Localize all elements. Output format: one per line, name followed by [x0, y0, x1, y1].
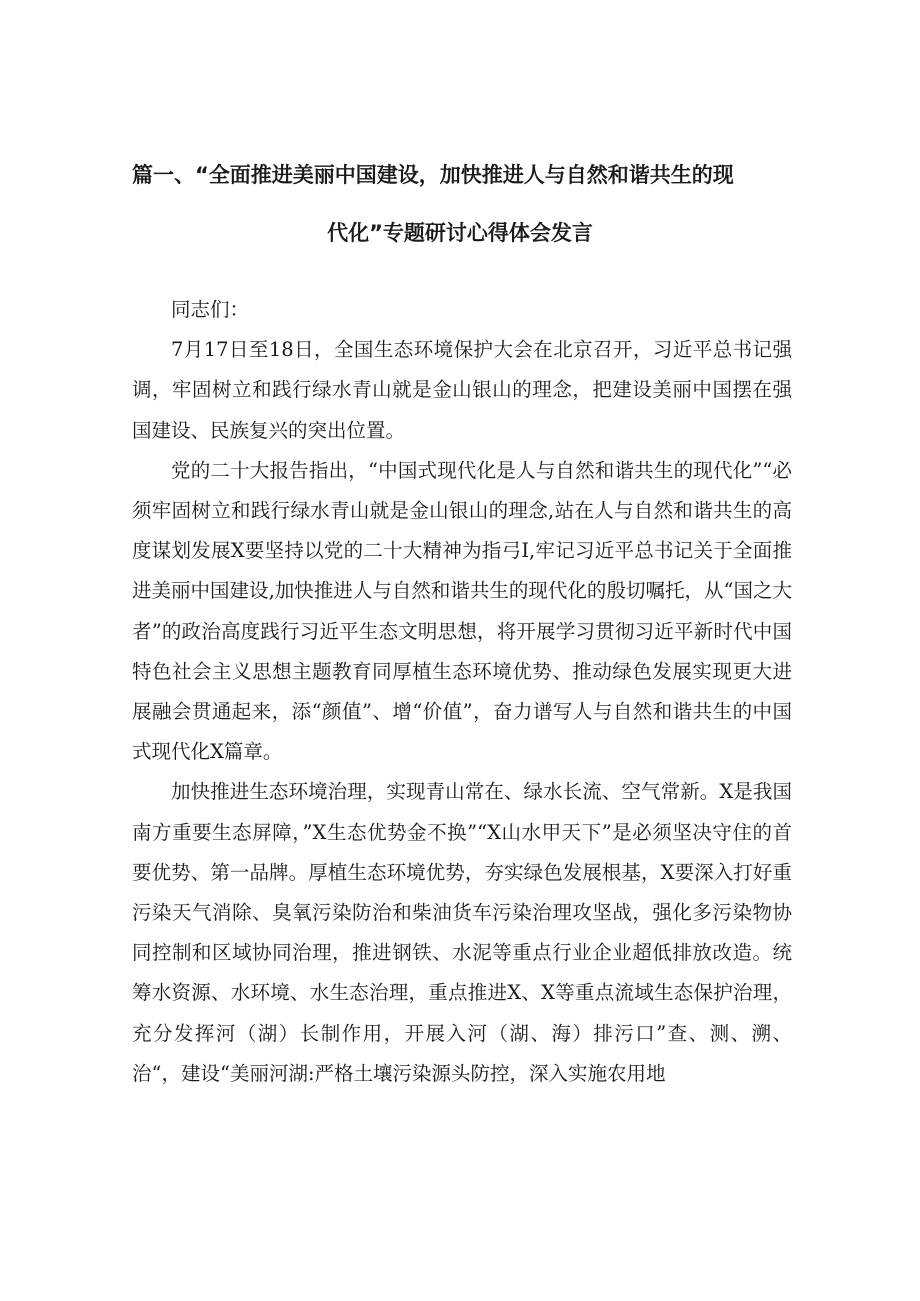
body-paragraph-3: 加快推进生态环境治理，实现青山常在、绿水长流、空气常新。X是我国南方重要生态屏障，”X生态优势金不换”“X山水甲天下”是必须坚决守住的首要优势、第一品牌。厚植生态环境优势，夯实绿色发展根基，X要深入打好重污染天气消除、臭氧污染防治和柴油货车污染治理攻坚战，强化多污染物协同控制和区域协同治理，推进钢铁、水泥等重点行业企业超低排放改造。统筹水资源、水环境、水生态治理，重点推进X、X等重点流域生态保护治理，充分发挥河（湖）长制作用，开展入河（湖、海）排污口”查、测、溯、治“，建设“美丽河湖:严格土壤污染源头防控，深入实施农用地: [132, 780, 792, 1085]
body-paragraph-2: 党的二十大报告指出，“中国式现代化是人与自然和谐共生的现代化”“必须牢固树立和践行绿水青山就是金山银山的理念,站在人与自然和谐共生的高度谋划发展X要坚持以党的二十大精神为指弓I,牢记习近平总书记关于全面推进美丽中国建设,加快推进人与自然和谐共生的现代化的殷切嘱托，从“国之大者”的政治高度践行习近平生态文明思想，将开展学习贯彻习近平新时代中国特色社会主义思想主题教育同厚植生态环境优势、推动绿色发展实现更大进展融会贯通起来，添“颜值”、增“价值”，奋力谱写人与自然和谐共生的中国式现代化X篇章。: [132, 458, 792, 764]
document-body: [132, 290, 792, 1094]
greeting-paragraph: 同志们：: [171, 298, 250, 321]
document-title-line-1: 篇一、“全面推进美丽中国建设，加快推进人与自然和谐共生的现: [132, 163, 734, 187]
document-title-line-2: 代化”专题研讨心得体会发言: [327, 221, 593, 245]
body-paragraph-1: 7月17日至18日，全国生态环境保护大会在北京召开，习近平总书记强调，牢固树立和践行绿水青山就是金山银山的理念，把建设美丽中国摆在强国建设、民族复兴的突出位置。: [132, 338, 792, 442]
